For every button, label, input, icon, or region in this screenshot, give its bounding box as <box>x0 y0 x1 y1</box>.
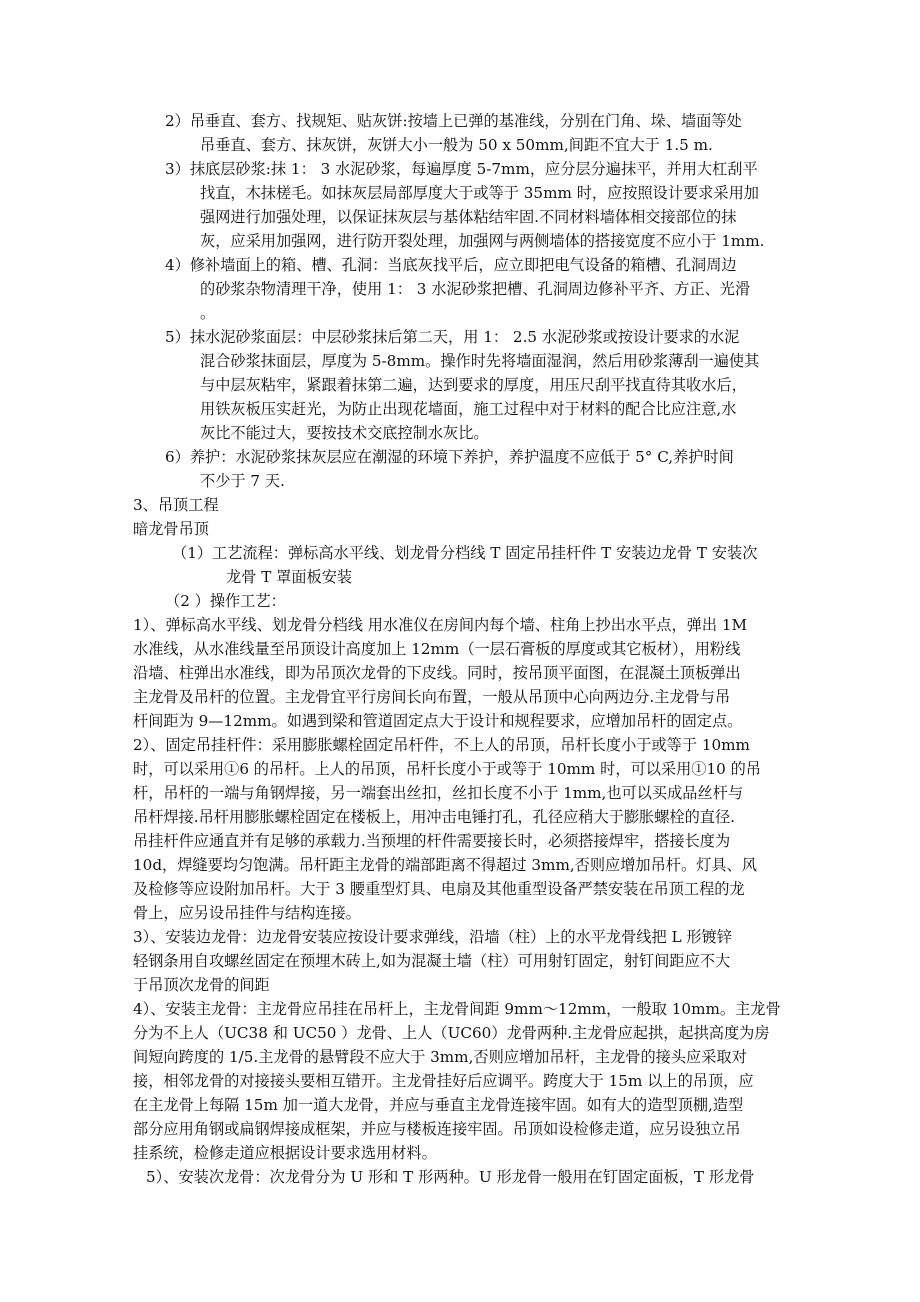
step-2-line-7: 及检修等应设附加吊杆。大于 3 腰重型灯具、电扇及其他重型设备严禁安装在吊顶工程的龙 <box>133 880 745 898</box>
item-6-line-2: 不少于 7 天. <box>200 472 285 490</box>
step-1-line-4: 主龙骨及吊杆的位置。主龙骨宜平行房间长向布置，一般从吊顶中心向两边分.主龙骨与吊 <box>133 688 731 706</box>
step-2-line-8: 骨上，应另设吊挂件与结构连接。 <box>133 904 361 922</box>
item-2-line-2: 吊垂直、套方、抹灰饼，灰饼大小一般为 50 x 50mm,间距不宜大于 1.5 m. <box>200 136 713 154</box>
item-3-line-4: 灰，应采用加强网，进行防开裂处理，加强网与两侧墙体的搭接宽度不应小于 1mm. <box>200 232 765 250</box>
subsection-heading: 暗龙骨吊顶 <box>133 520 209 538</box>
step-2-line-3: 杆，吊杆的一端与角钢焊接，另一端套出丝扣，丝扣长度不小于 1mm,也可以买成品丝杆与 <box>133 784 744 802</box>
item-4-line-3: 。 <box>200 304 216 322</box>
step-4-line-6: 部分应用角钢或扁钢焊接成框架，并应与楼板连接牢固。吊顶如设检修走道，应另设独立吊 <box>133 1120 741 1138</box>
step-1-line-5: 杆间距为 9—12mm。如遇到梁和管道固定点大于设计和规程要求，应增加吊杆的固定点。 <box>133 712 743 730</box>
step-3-line-1: 3）、安装边龙骨：边龙骨安装应按设计要求弹线，沿墙（柱）上的水平龙骨线把 L 形镀锌 <box>133 928 732 946</box>
step-2-line-6: 10d，焊缝要均匀饱满。吊杆距主龙骨的端部距离不得超过 3mm,否则应增加吊杆。灯具、风 <box>133 856 757 874</box>
operation-heading: （2 ）操作工艺： <box>165 592 286 610</box>
item-5-line-3: 与中层灰粘牢，紧跟着抹第二遍，达到要求的厚度，用压尺刮平找直待其收水后， <box>200 376 747 394</box>
step-2-line-2: 时，可以采用①6 的吊杆。上人的吊顶，吊杆长度小于或等于 10mm 时，可以采用①10 的吊 <box>133 760 761 778</box>
item-4-line-2: 的砂浆杂物清理干净，使用 1： 3 水泥砂浆把槽、孔洞周边修补平齐、方正、光滑 <box>200 280 751 298</box>
item-4-line-1: 4）修补墙面上的箱、槽、孔洞：当底灰找平后，应立即把电气设备的箱槽、孔洞周边 <box>165 256 737 274</box>
step-5-line-1: 5）、安装次龙骨：次龙骨分为 U 形和 T 形两种。U 形龙骨一般用在钉固定面板，T 形龙骨 <box>146 1168 755 1186</box>
item-6-line-1: 6）养护：水泥砂浆抹灰层应在潮湿的环境下养护，养护温度不应低于 5° C,养护时间 <box>165 448 734 466</box>
step-4-line-5: 在主龙骨上每隔 15m 加一道大龙骨，并应与垂直主龙骨连接牢固。如有大的造型顶棚,造型 <box>133 1096 744 1114</box>
item-3-line-3: 强网进行加强处理，以保证抹灰层与基体粘结牢固.不同材料墙体相交接部位的抹 <box>200 208 737 226</box>
item-5-line-4: 用铁灰板压实赶光，为防止出现花墙面，施工过程中对于材料的配合比应注意,水 <box>200 400 737 418</box>
item-5-line-5: 灰比不能过大，要按技术交底控制水灰比。 <box>200 424 489 442</box>
step-4-line-1: 4）、安装主龙骨：主龙骨应吊挂在吊杆上，主龙骨间距 9mm～12mm，一般取 10mm。主龙骨 <box>133 1000 781 1018</box>
step-1-line-3: 沿墙、柱弹出水准线，即为吊顶次龙骨的下皮线。同时，按吊顶平面图，在混凝土顶板弹出 <box>133 664 741 682</box>
item-5-line-1: 5）抹水泥砂浆面层：中层砂浆抹后第二天，用 1： 2.5 水泥砂浆或按设计要求的水泥 <box>165 328 740 346</box>
step-2-line-1: 2）、固定吊挂杆件：采用膨胀螺栓固定吊杆件，不上人的吊顶，吊杆长度小于或等于 10mm <box>133 736 750 754</box>
step-4-line-3: 间短向跨度的 1/5.主龙骨的悬臂段不应大于 3mm,否则应增加吊杆，主龙骨的接头应采取对 <box>133 1048 747 1066</box>
item-2-line-1: 2）吊垂直、套方、找规矩、贴灰饼:按墙上已弹的基准线，分别在门角、垛、墙面等处 <box>165 112 742 130</box>
step-1-line-1: 1）、弹标高水平线、划龙骨分档线 用水准仪在房间内每个墙、柱角上抄出水平点，弹出 1M <box>133 616 748 634</box>
step-2-line-4: 吊杆焊接.吊杆用膨胀螺栓固定在楼板上，用冲击电锤打孔，孔径应稍大于膨胀螺栓的直径. <box>133 808 735 826</box>
process-line-1: （1）工艺流程：弹标高水平线、划龙骨分档线 T 固定吊挂杆件 T 安装边龙骨 T 安装次 <box>172 544 758 562</box>
item-3-line-1: 3）抹底层砂浆:抹 1： 3 水泥砂浆，每遍厚度 5-7mm，应分层分遍抹平，并用大杠刮平 <box>165 160 758 178</box>
step-4-line-4: 接，相邻龙骨的对接接头要相互错开。主龙骨挂好后应调平。跨度大于 15m 以上的吊顶，应 <box>133 1072 754 1090</box>
step-4-line-7: 挂系统，检修走道应根据设计要求选用材料。 <box>133 1144 437 1162</box>
process-line-2: 龙骨 T 罩面板安装 <box>226 568 353 586</box>
item-5-line-2: 混合砂浆抹面层，厚度为 5-8mm。操作时先将墙面湿润，然后用砂浆薄刮一遍使其 <box>200 352 760 370</box>
step-1-line-2: 水准线，从水准线量至吊顶设计高度加上 12mm（一层石膏板的厚度或其它板材），用粉线 <box>133 640 741 658</box>
section-3-heading: 3、吊顶工程 <box>133 496 219 514</box>
item-3-line-2: 找直，木抹槎毛。如抹灰层局部厚度大于或等于 35mm 时，应按照设计要求采用加 <box>200 184 759 202</box>
step-3-line-2: 轻钢条用自攻螺丝固定在预埋木砖上,如为混凝土墙（柱）可用射钉固定，射钉间距应不大 <box>133 952 731 970</box>
step-2-line-5: 吊挂杆件应通直并有足够的承载力.当预埋的杆件需要接长时，必须搭接焊牢，搭接长度为 <box>133 832 731 850</box>
step-4-line-2: 分为不上人（UC38 和 UC50 ）龙骨、上人（UC60）龙骨两种.主龙骨应起拱，起拱高度为房 <box>133 1024 770 1042</box>
step-3-line-3: 于吊顶次龙骨的间距 <box>133 976 270 994</box>
